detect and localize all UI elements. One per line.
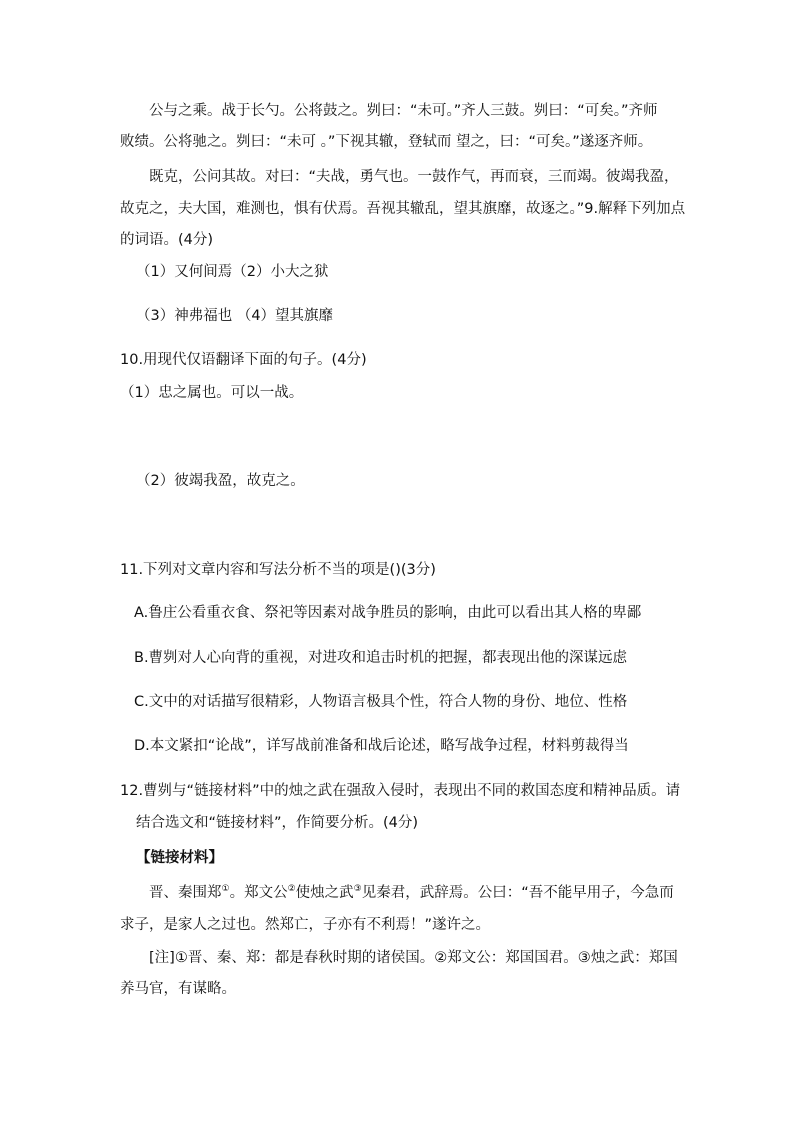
q11-option-a: A.鲁庄公看重衣食、祭祀等因素对战争胜员的影响，由此可以看出其人格的卑鄙 bbox=[134, 605, 642, 621]
q10-title: 10.用现代仅语翻译下面的句子。(4分) bbox=[120, 352, 367, 368]
q9-item-line: （1）又何间焉（2）小大之狱 bbox=[136, 264, 329, 280]
link-text: 使烛之武 bbox=[295, 885, 354, 901]
passage-line: 败绩。公将驰之。刿曰：“未可 。”下视其辙，登轼而 望之，曰：“可矣。”遂逐齐师。 bbox=[120, 134, 653, 150]
passage-line: 公与之乘。战于长勺。公将鼓之。刿曰：“未可。”齐人三鼓。刿曰：“可矣。”齐师 bbox=[149, 103, 658, 119]
link-text: 见秦君，武辞焉。公曰：“吾不能早用子，今急而 bbox=[361, 885, 674, 901]
q11-title: 11.下列对文章内容和写法分析不当的项是()(3分) bbox=[120, 562, 436, 578]
q11-option-b: B.曹刿对人心向背的重视，对进攻和追击时机的把握，都表现出他的深谋远虑 bbox=[134, 650, 628, 666]
passage-line: 故克之，夫大国，难测也，惧有伏焉。吾视其辙乱，望其旗靡，故逐之。”9.解释下列加点 bbox=[120, 201, 686, 217]
link-text: 。郑文公 bbox=[229, 885, 288, 901]
q11-option-c: C.文中的对话描写很精彩，人物语言极具个性，符合人物的身份、地位、性格 bbox=[134, 694, 628, 710]
link-heading: 【链接材料】 bbox=[136, 850, 223, 866]
q12-line: 12.曹刿与“链接材料”中的烛之武在强敌入侵时，表现出不同的救国态度和精神品质。请 bbox=[120, 783, 681, 799]
q9-item-line: （3）神弗福也 （4）望其旗靡 bbox=[136, 308, 334, 324]
q12-line: 结合选文和“链接材料”，作简要分析。(4分) bbox=[136, 815, 419, 831]
footnote-marker: ① bbox=[221, 884, 230, 895]
q10-sentence: （2）彼竭我盈，故克之。 bbox=[136, 473, 305, 489]
footnote-line: 养马官，有谋略。 bbox=[120, 981, 236, 997]
footnote-marker: ② bbox=[287, 884, 296, 895]
link-text-line bbox=[149, 883, 674, 903]
q11-option-d: D.本文紧扣“论战”，详写战前准备和战后论述，略写战争过程，材料剪裁得当 bbox=[134, 738, 629, 754]
passage-line: 的词语。(4分) bbox=[120, 232, 214, 248]
q10-sentence: （1）忠之属也。可以一战。 bbox=[120, 385, 304, 401]
footnote-line: [注]①晋、秦、郑：都是春秋时期的诸侯国。②郑文公：郑国国君。③烛之武：郑国 bbox=[149, 950, 678, 966]
footnote-marker: ③ bbox=[353, 884, 362, 895]
passage-line: 既克，公问其故。对曰：“夫战，勇气也。一鼓作气，再而衰，三而竭。彼竭我盈， bbox=[149, 169, 679, 185]
link-text-line: 求子，是家人之过也。然郑亡，子亦有不利焉！”遂许之。 bbox=[120, 917, 491, 933]
link-text: 晋、秦围郑 bbox=[149, 885, 222, 901]
